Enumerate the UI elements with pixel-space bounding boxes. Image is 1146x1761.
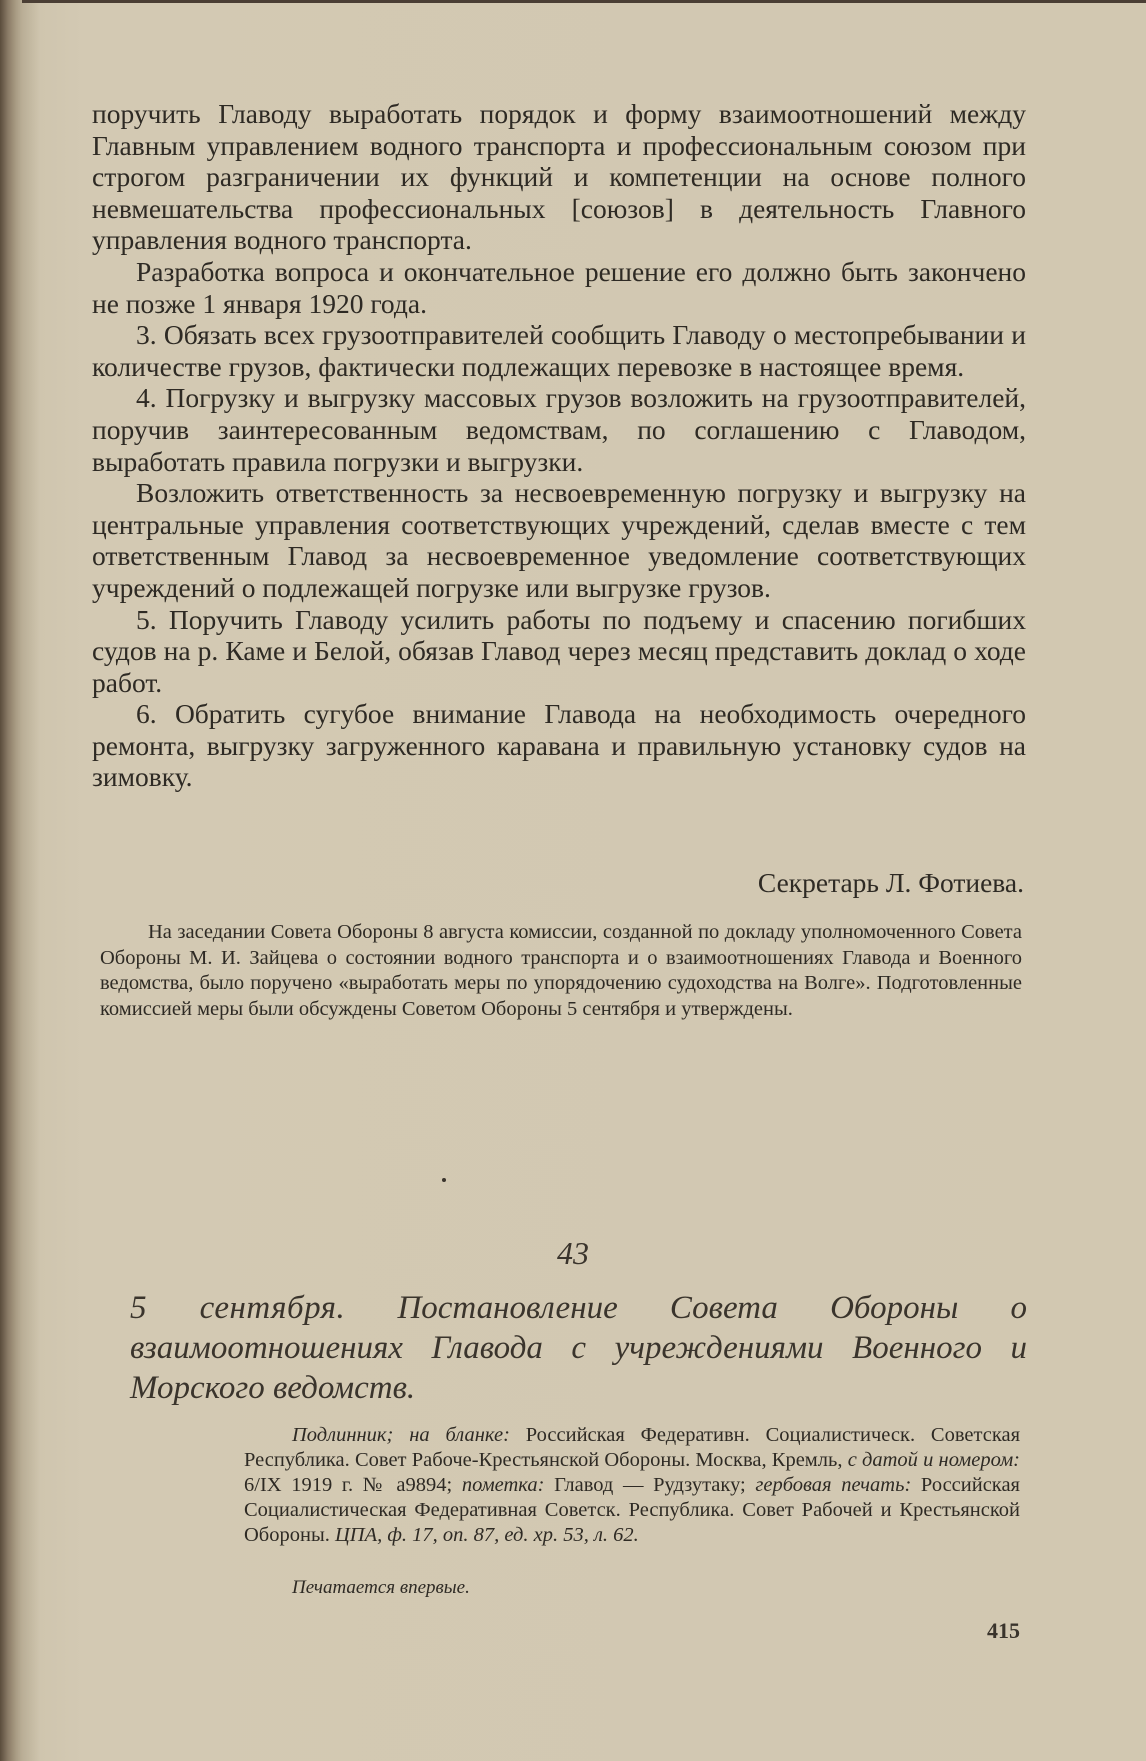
printed-first-note: Печатается впервые. xyxy=(292,1577,470,1598)
paragraph-item-6: 6. Обратить сугубое внимание Главода на необходимость очередного ремонта, выгрузку загруженного каравана и правильную установку судов на зимовку. xyxy=(92,698,1026,793)
source-archive: ЦПА, ф. 17, оп. 87, ед. хр. 53, л. 62. xyxy=(334,1524,639,1546)
source-label-seal: гербовая печать: xyxy=(755,1474,912,1496)
document-title-text: Постановление Совета Обороны о взаимоотношениях Главода с учреждениями Военного и Морского ведомств. xyxy=(130,1290,1027,1406)
paragraph-item-4: 4. Погрузку и выгрузку массовых грузов возложить на грузоотправителей, поручив заинтересованным ведомствам, по соглашению с Главодом, выработать правила погрузки и выгрузки. xyxy=(92,382,1026,477)
source-letterhead: Российская Федеративн. Социалистическ. Советская Республика. Совет Рабоче-Крестьянской Обороны. Москва, Кремль, xyxy=(244,1424,1020,1471)
source-description xyxy=(244,1423,1020,1548)
paragraph-responsibility: Возложить ответственность за несвоевременную погрузку и выгрузку на центральные управления соответствующих учреждений, сделав вместе с тем ответственным Главод за несвоевременное уведомление соответствующих учреждений о подлежащей погрузке или выгрузке грузов. xyxy=(92,477,1026,603)
source-seal: Российская Социалистическая Федеративная Советск. Республика. Совет Рабочей и Крестьянской Обороны. xyxy=(244,1474,1020,1546)
paragraph-item-3: 3. Обязать всех грузоотправителей сообщить Главоду о местопребывании и количестве грузов, фактически подлежащих перевозке в настоящее время. xyxy=(92,319,1026,382)
source-date-number: 6/IX 1919 г. № а9894; xyxy=(244,1474,453,1496)
source-text xyxy=(244,1423,1020,1548)
document-date: 5 сентября. xyxy=(130,1290,346,1326)
paragraph-continuation: поручить Главоду выработать порядок и форму взаимоотношений между Главным управлением водного транспорта и профессиональным союзом при строгом разграничении их функций и компетенции на основе полного невмешательства профессиональных [союзов] в деятельность Главного управления водного транспорта. xyxy=(92,98,1026,256)
print-speck xyxy=(442,1178,446,1182)
signature: Секретарь Л. Фотиева. xyxy=(757,867,1024,898)
top-edge xyxy=(22,0,1146,3)
paragraph-item-5: 5. Поручить Главоду усилить работы по подъему и спасению погибших судов на р. Каме и Белой, обязав Главод через месяц представить доклад о ходе работ. xyxy=(92,603,1026,698)
document-title xyxy=(130,1288,1027,1408)
source-label-mark: пометка: xyxy=(461,1474,545,1496)
document-number: 43 xyxy=(557,1235,589,1271)
main-text xyxy=(92,98,1026,793)
paragraph-deadline: Разработка вопроса и окончательное решение его должно быть закончено не позже 1 января 1920 года. xyxy=(92,255,1026,319)
editorial-note-text: На заседании Совета Обороны 8 августа комиссии, созданной по докладу уполномоченного Совета Обороны М. И. Зайцева о состоянии водного транспорта и о взаимоотношениях Главода и Военного ведомства, было поручено «выработать меры по упорядочению судоходства на Волге». Подготовленные комиссией меры были обсуждены Советом Обороны 5 сентября и утверждены. xyxy=(100,921,1022,1020)
source-mark: Главод — Рудзутаку; xyxy=(554,1474,746,1496)
source-label-date: с датой и номером: xyxy=(847,1449,1020,1471)
page-number: 415 xyxy=(987,1618,1020,1643)
source-label-original: Подлинник; на бланке: xyxy=(292,1424,510,1446)
book-spine xyxy=(0,0,22,1761)
editorial-note xyxy=(100,920,1022,1022)
